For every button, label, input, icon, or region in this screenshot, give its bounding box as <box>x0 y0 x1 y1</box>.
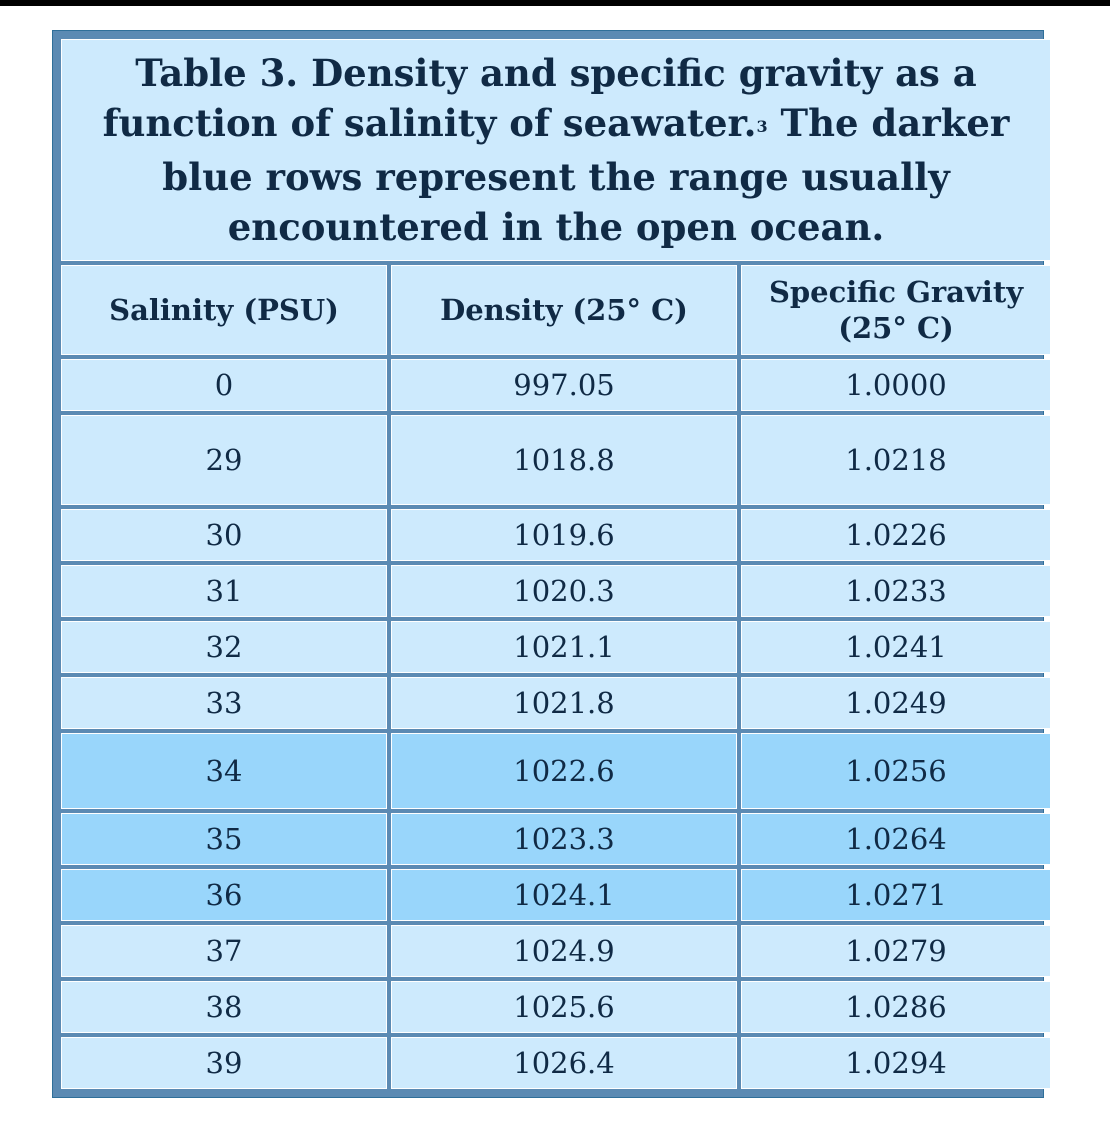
column-header-density: Density (25° C) <box>391 265 737 355</box>
density-cell: 1021.1 <box>391 621 737 673</box>
specific-gravity-cell: 1.0279 <box>741 925 1051 977</box>
density-cell: 1022.6 <box>391 733 737 809</box>
specific-gravity-cell: 1.0271 <box>741 869 1051 921</box>
density-cell: 1025.6 <box>391 981 737 1033</box>
density-cell: 1018.8 <box>391 415 737 505</box>
table-caption <box>61 39 1051 261</box>
density-cell: 997.05 <box>391 359 737 411</box>
salinity-cell: 30 <box>61 509 387 561</box>
density-table <box>57 35 1055 1093</box>
salinity-cell: 32 <box>61 621 387 673</box>
density-cell: 1024.9 <box>391 925 737 977</box>
table-row <box>61 1037 1051 1089</box>
caption-row <box>61 39 1051 261</box>
salinity-cell: 29 <box>61 415 387 505</box>
density-cell: 1021.8 <box>391 677 737 729</box>
caption-text-after: The darker blue rows represent the range usually encountered in the open ocean. <box>162 101 1010 249</box>
column-header-specific-gravity: Specific Gravity (25° C) <box>741 265 1051 355</box>
table-row <box>61 415 1051 505</box>
density-table-frame <box>52 30 1044 1098</box>
salinity-cell: 39 <box>61 1037 387 1089</box>
caption-text: Table 3. Density and specific gravity as a function of salinity of seawater. <box>102 51 977 145</box>
table-row <box>61 509 1051 561</box>
table-row-highlighted <box>61 813 1051 865</box>
header-row <box>61 265 1051 355</box>
specific-gravity-cell: 1.0218 <box>741 415 1051 505</box>
density-cell: 1019.6 <box>391 509 737 561</box>
caption-footnote: 3 <box>756 117 768 136</box>
table-row <box>61 925 1051 977</box>
salinity-cell: 38 <box>61 981 387 1033</box>
specific-gravity-cell: 1.0294 <box>741 1037 1051 1089</box>
table-row <box>61 565 1051 617</box>
specific-gravity-cell: 1.0264 <box>741 813 1051 865</box>
table-row-highlighted <box>61 869 1051 921</box>
salinity-cell: 37 <box>61 925 387 977</box>
density-cell: 1020.3 <box>391 565 737 617</box>
table-row <box>61 981 1051 1033</box>
table-row <box>61 359 1051 411</box>
salinity-cell: 35 <box>61 813 387 865</box>
salinity-cell: 34 <box>61 733 387 809</box>
density-cell: 1026.4 <box>391 1037 737 1089</box>
column-header-salinity: Salinity (PSU) <box>61 265 387 355</box>
specific-gravity-cell: 1.0000 <box>741 359 1051 411</box>
salinity-cell: 31 <box>61 565 387 617</box>
specific-gravity-cell: 1.0241 <box>741 621 1051 673</box>
specific-gravity-cell: 1.0249 <box>741 677 1051 729</box>
salinity-cell: 36 <box>61 869 387 921</box>
table-row-highlighted <box>61 733 1051 809</box>
table-row <box>61 677 1051 729</box>
salinity-cell: 33 <box>61 677 387 729</box>
specific-gravity-cell: 1.0226 <box>741 509 1051 561</box>
density-cell: 1023.3 <box>391 813 737 865</box>
salinity-cell: 0 <box>61 359 387 411</box>
top-edge-bar <box>0 0 1110 6</box>
density-cell: 1024.1 <box>391 869 737 921</box>
specific-gravity-cell: 1.0286 <box>741 981 1051 1033</box>
table-row <box>61 621 1051 673</box>
specific-gravity-cell: 1.0233 <box>741 565 1051 617</box>
specific-gravity-cell: 1.0256 <box>741 733 1051 809</box>
